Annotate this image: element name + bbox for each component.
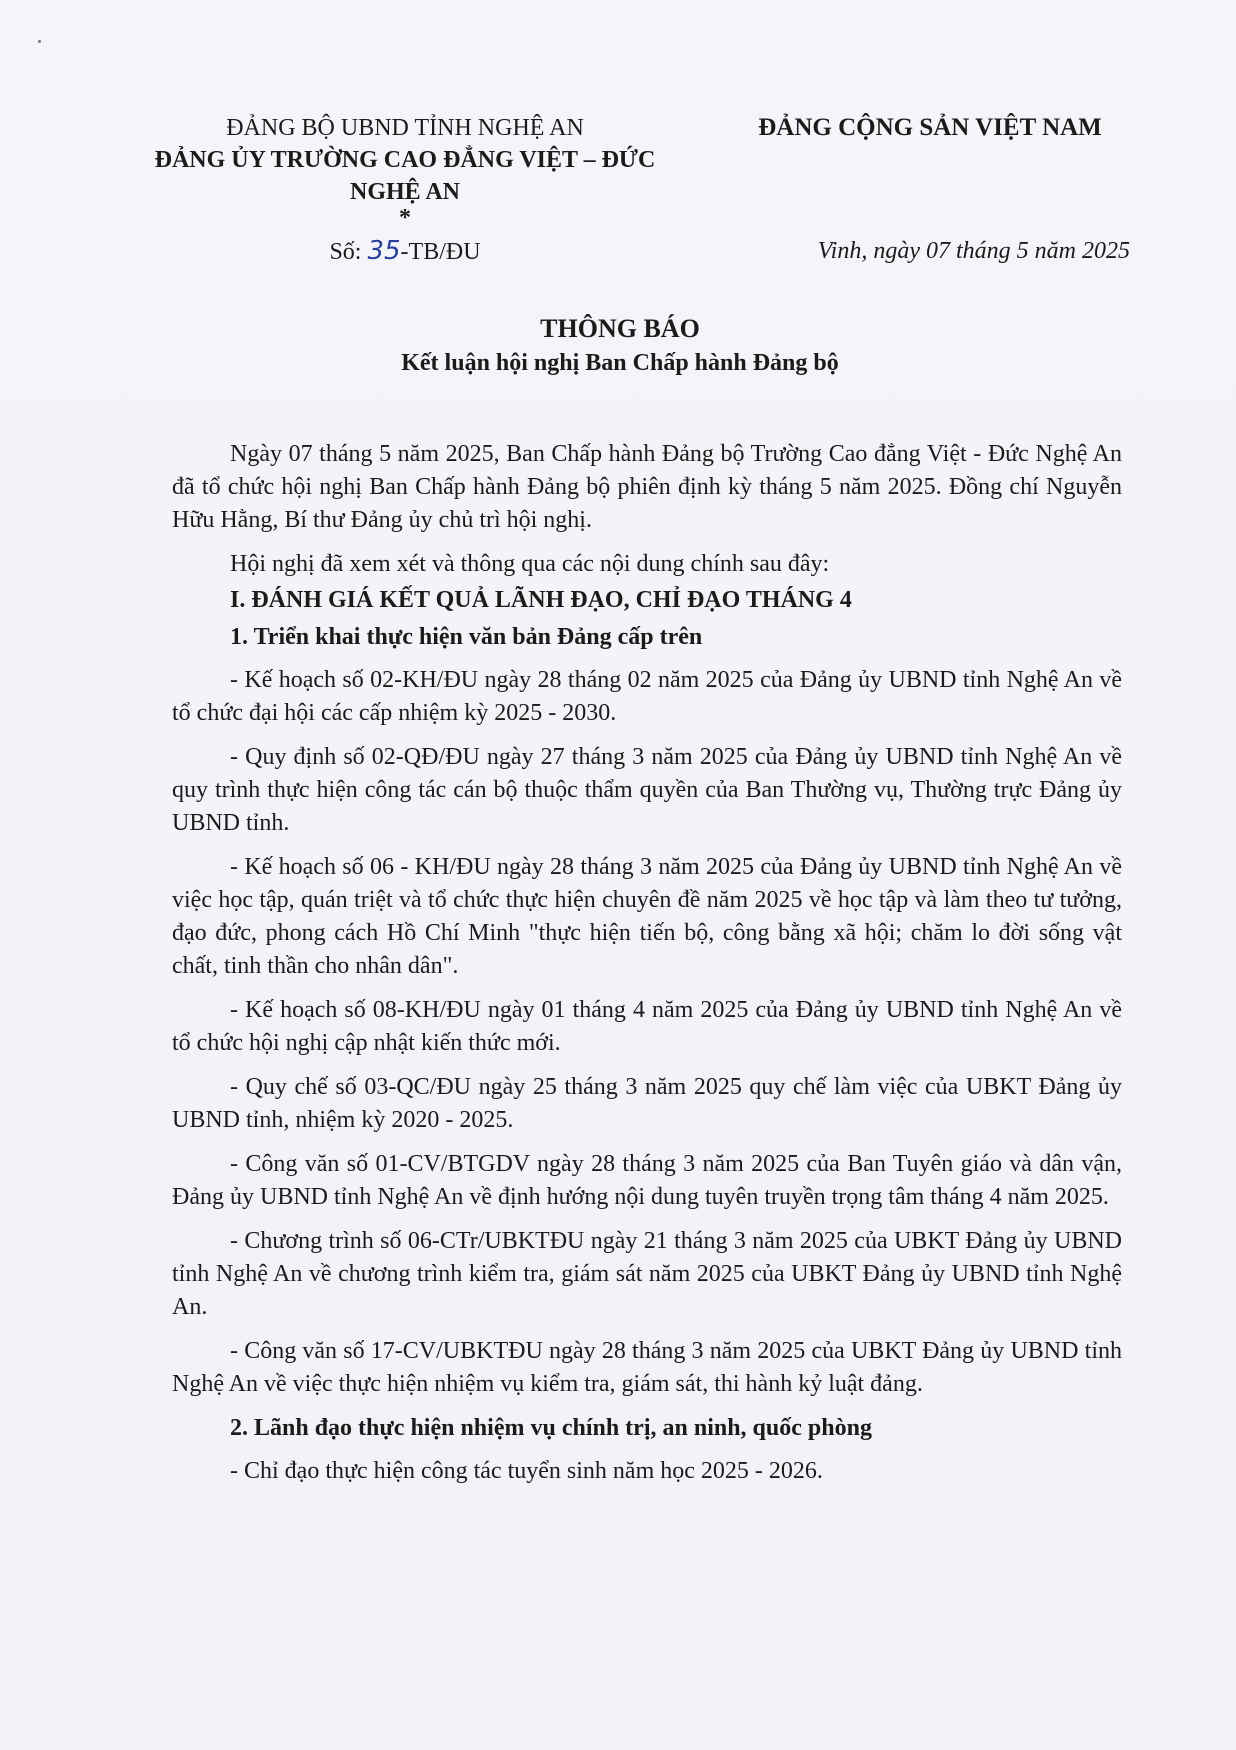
section-heading-1: I. ĐÁNH GIÁ KẾT QUẢ LÃNH ĐẠO, CHỈ ĐẠO THÁNG 4 — [230, 587, 852, 613]
intro-paragraph: Ngày 07 tháng 5 năm 2025, Ban Chấp hành Đảng bộ Trường Cao đẳng Việt - Đức Nghệ An đã tổ chức hội nghị Ban Chấp hành Đảng bộ phiên định kỳ tháng 5 năm 2025. Đồng chí Nguyễn Hữu Hằng, Bí thư Đảng ủy chủ trì hội nghị. — [172, 441, 1122, 533]
list-item: - Quy chế số 03-QC/ĐU ngày 25 tháng 3 năm 2025 quy chế làm việc của UBKT Đảng ủy UBND tỉnh, nhiệm kỳ 2020 - 2025. — [172, 1074, 1122, 1133]
document-number — [110, 236, 700, 267]
subsection-heading-1: 1. Triển khai thực hiện văn bản Đảng cấp trên — [230, 624, 703, 650]
number-prefix: Số: — [329, 239, 368, 265]
org-line-1: ĐẢNG BỘ UBND TỈNH NGHỆ AN — [226, 115, 584, 141]
header-star: * — [399, 205, 411, 231]
list-item: - Quy định số 02-QĐ/ĐU ngày 27 tháng 3 năm 2025 của Đảng ủy UBND tỉnh Nghệ An về quy trình thực hiện công tác cán bộ thuộc thẩm quyền của Ban Thường vụ, Thường trực Đảng ủy UBND tỉnh. — [172, 744, 1122, 836]
number-handwritten: 35 — [367, 236, 401, 266]
list-item: - Công văn số 17-CV/UBKTĐU ngày 28 tháng 3 năm 2025 của UBKT Đảng ủy UBND tỉnh Nghệ An về việc thực hiện nhiệm vụ kiểm tra, giám sát, thi hành kỷ luật đảng. — [172, 1338, 1122, 1397]
issuing-organization — [110, 112, 700, 231]
org-line-3: NGHỆ AN — [349, 179, 460, 205]
party-heading: ĐẢNG CỘNG SẢN VIỆT NAM — [758, 114, 1102, 141]
list-item: - Kế hoạch số 02-KH/ĐU ngày 28 tháng 02 năm 2025 của Đảng ủy UBND tỉnh Nghệ An về tổ chức đại hội các cấp nhiệm kỳ 2025 - 2030. — [172, 667, 1122, 726]
list-item: - Kế hoạch số 08-KH/ĐU ngày 01 tháng 4 năm 2025 của Đảng ủy UBND tỉnh Nghệ An về tổ chức hội nghị cập nhật kiến thức mới. — [172, 997, 1122, 1056]
document-date: Vinh, ngày 07 tháng 5 năm 2025 — [817, 238, 1130, 264]
org-line-2: ĐẢNG ỦY TRƯỜNG CAO ĐẲNG VIỆT – ĐỨC — [154, 147, 656, 173]
document-subtitle: Kết luận hội nghị Ban Chấp hành Đảng bộ — [401, 350, 839, 376]
scan-speck — [38, 40, 41, 43]
intro-paragraph-2: Hội nghị đã xem xét và thông qua các nội dung chính sau đây: — [230, 551, 830, 577]
subsection-heading-2: 2. Lãnh đạo thực hiện nhiệm vụ chính trị, an ninh, quốc phòng — [230, 1415, 872, 1441]
document-body — [172, 438, 1122, 1499]
list-item: - Công văn số 01-CV/BTGDV ngày 28 tháng 3 năm 2025 của Ban Tuyên giáo và dân vận, Đảng ủy UBND tỉnh Nghệ An về định hướng nội dung tuyên truyền trọng tâm tháng 4 năm 2025. — [172, 1151, 1122, 1210]
title-block — [110, 312, 1130, 380]
document-title: THÔNG BÁO — [540, 314, 700, 343]
list-item: - Chỉ đạo thực hiện công tác tuyển sinh năm học 2025 - 2026. — [230, 1458, 823, 1484]
list-item: - Kế hoạch số 06 - KH/ĐU ngày 28 tháng 3 năm 2025 của Đảng ủy UBND tỉnh Nghệ An về việc học tập, quán triệt và tổ chức thực hiện chuyên đề năm 2025 về học tập và làm theo tư tưởng, đạo đức, phong cách Hồ Chí Minh "thực hiện tiến bộ, công bằng xã hội; chăm lo đời sống vật chất, tinh thần cho nhân dân". — [172, 854, 1122, 979]
list-item: - Chương trình số 06-CTr/UBKTĐU ngày 21 tháng 3 năm 2025 của UBKT Đảng ủy UBND tỉnh Nghệ An về chương trình kiểm tra, giám sát năm 2025 của UBKT Đảng ủy UBND tỉnh Nghệ An. — [172, 1228, 1122, 1320]
number-suffix: -TB/ĐU — [400, 239, 481, 265]
